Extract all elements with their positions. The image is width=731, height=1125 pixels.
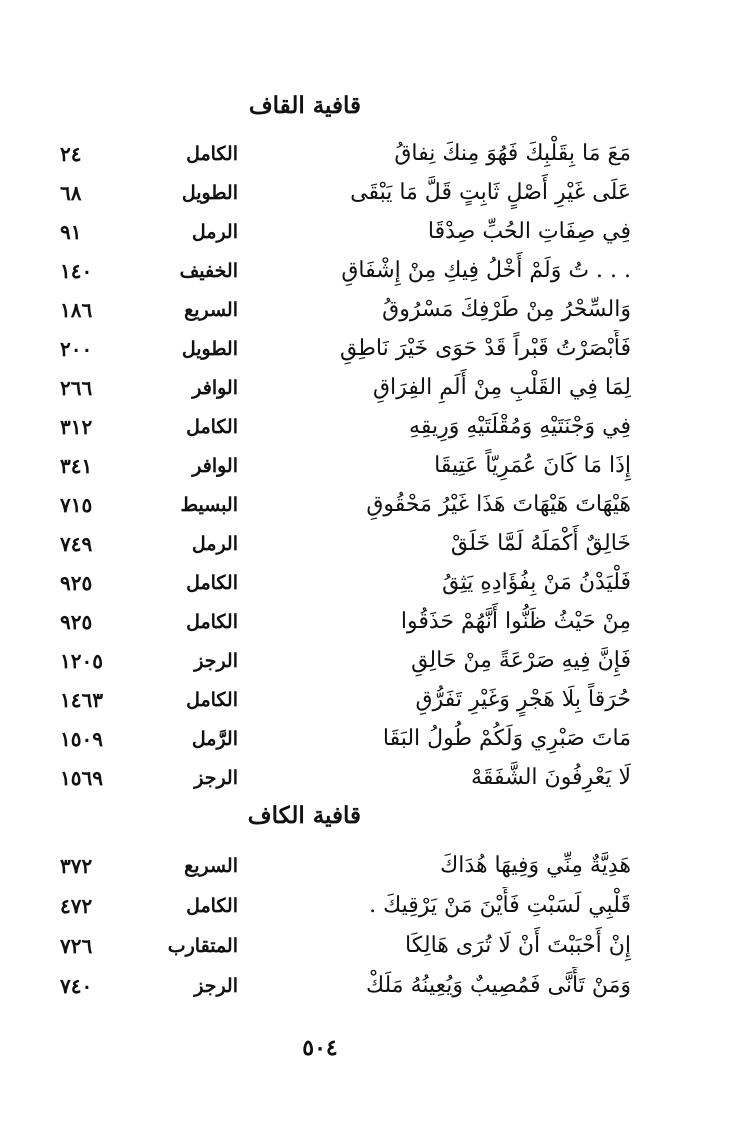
meter-name: الخفيف bbox=[179, 260, 238, 282]
meter-name: الرجز bbox=[194, 650, 238, 672]
index-row bbox=[0, 486, 731, 524]
meter-name: الرمل bbox=[191, 533, 238, 555]
meter-name: الطويل bbox=[181, 182, 238, 204]
page-reference: ١٢٠٥ bbox=[60, 649, 103, 673]
verse-text: مَعَ مَا بِقَلْبِكَ فَهُوَ مِنكَ نِفاقُ bbox=[394, 141, 631, 166]
index-row bbox=[0, 642, 731, 680]
page-reference: ٢٦٦ bbox=[60, 376, 93, 400]
index-row bbox=[0, 252, 731, 290]
page-reference: ٢٠٠ bbox=[60, 337, 93, 361]
index-row bbox=[0, 213, 731, 251]
verse-text: لَا يَعْرِفُونَ الشَّفَقَهْ bbox=[471, 765, 631, 790]
index-row bbox=[0, 681, 731, 719]
page-reference: ٦٨ bbox=[60, 181, 82, 205]
index-row bbox=[0, 408, 731, 446]
meter-name: الكامل bbox=[186, 143, 238, 165]
page-reference: ٩٢٥ bbox=[60, 610, 93, 634]
verse-text: فَلْيَدْنُ مَنْ بِفُؤَادِهِ يَثِقُ bbox=[442, 570, 631, 595]
index-row bbox=[0, 330, 731, 368]
verse-text: لِمَا فِي القَلْبِ مِنْ أَلَمِ الفِرَاقِ bbox=[372, 375, 631, 400]
meter-name: الكامل bbox=[186, 895, 238, 917]
meter-name: الطويل bbox=[181, 338, 238, 360]
index-row bbox=[0, 447, 731, 485]
meter-name: الرمل bbox=[191, 221, 238, 243]
meter-name: السريع bbox=[184, 855, 238, 877]
meter-name: الوافر bbox=[192, 455, 238, 477]
meter-name: الوافر bbox=[192, 377, 238, 399]
meter-name: الرجز bbox=[194, 975, 238, 997]
verse-text: فَأَبْصَرْتُ قَبْراً قَدْ حَوَى خَيْرَ نَاطِقِ bbox=[340, 336, 631, 361]
verse-text: فَإِنَّ فِيهِ صَرْعَةً مِنْ حَالِقِ bbox=[411, 648, 631, 673]
page-reference: ١٤٠ bbox=[60, 259, 93, 283]
section-title-qaf: قافية القاف bbox=[248, 92, 361, 119]
meter-name: المتقارب bbox=[167, 935, 238, 957]
verse-text: إِذَا مَا كَانَ عُمَرِيّاً عَتِيقَا bbox=[434, 453, 631, 478]
page-reference: ٧٤٠ bbox=[60, 974, 93, 998]
index-row bbox=[0, 927, 731, 965]
page-reference: ٩٢٥ bbox=[60, 571, 93, 595]
index-row bbox=[0, 135, 731, 173]
verse-text: . . . تُ وَلَمْ أَخْلُ فِيكِ مِنْ إِشْفَاقِ bbox=[341, 258, 631, 283]
meter-name: البسيط bbox=[180, 494, 238, 516]
page-reference: ٣٧٢ bbox=[60, 854, 93, 878]
meter-name: الرَّمل bbox=[191, 728, 238, 750]
index-row bbox=[0, 174, 731, 212]
index-row bbox=[0, 369, 731, 407]
page-reference: ٧١٥ bbox=[60, 493, 93, 517]
verse-text: وَمَنْ تَأَنَّى فَمُصِيبٌ وَيُعِينُهُ مَلَكْ bbox=[365, 973, 631, 998]
meter-name: الكامل bbox=[186, 572, 238, 594]
section-title-kaf: قافية الكاف bbox=[247, 802, 361, 829]
verse-text: وَالسِّحْرُ مِنْ طَرْفِكَ مَسْرُوقُ bbox=[382, 297, 631, 322]
page-number: ٥٠٤ bbox=[302, 1035, 338, 1061]
verse-text: حُرَقاً بِلَا هَجْرٍ وَغَيْرِ تَفَرُّقِ bbox=[415, 687, 631, 712]
index-row bbox=[0, 967, 731, 1005]
page-reference: ١٨٦ bbox=[60, 298, 93, 322]
meter-name: الكامل bbox=[186, 611, 238, 633]
index-row bbox=[0, 291, 731, 329]
index-row bbox=[0, 720, 731, 758]
page-reference: ١٤٦٣ bbox=[60, 688, 103, 712]
page-reference: ٩١ bbox=[60, 220, 82, 244]
verse-text: فِي صِفَاتِ الحُبِّ صِدْقَا bbox=[427, 219, 631, 244]
verse-text: مَاتَ صَبْرِي وَلَكُمْ طُولُ البَقَا bbox=[382, 726, 631, 751]
index-row bbox=[0, 847, 731, 885]
verse-text: فِي وَجْنَتَيْهِ وَمُقْلَتَيْهِ وَرِيقِهِ bbox=[409, 414, 631, 439]
page-reference: ٤٧٢ bbox=[60, 894, 93, 918]
index-row bbox=[0, 603, 731, 641]
index-row bbox=[0, 887, 731, 925]
verse-text: مِنْ حَيْثُ ظَنُّوا أَنَّهُمْ حَذَقُوا bbox=[400, 609, 631, 634]
verse-text: إِنْ أَحْبَبْتَ أَنْ لَا تُرَى هَالِكَا bbox=[405, 933, 631, 958]
index-row bbox=[0, 525, 731, 563]
index-row bbox=[0, 564, 731, 602]
page-reference: ٧٤٩ bbox=[60, 532, 93, 556]
page-reference: ٣١٢ bbox=[60, 415, 93, 439]
meter-name: الكامل bbox=[186, 416, 238, 438]
verse-text: خَالِقٌ أَكْمَلَهُ لَمَّا خَلَقْ bbox=[450, 531, 631, 556]
page-reference: ٣٤١ bbox=[60, 454, 93, 478]
meter-name: الكامل bbox=[186, 689, 238, 711]
page-reference: ١٥٠٩ bbox=[60, 727, 103, 751]
verse-text: قَلْبِي لَسَبْتِ فَأَيْنَ مَنْ يَرْقِيكَ . bbox=[369, 893, 631, 918]
verse-text: هَيْهَاتَ هَيْهَاتَ هَذَا غَيْرُ مَحْقُوقِ bbox=[366, 492, 631, 517]
page-reference: ٢٤ bbox=[60, 142, 82, 166]
verse-text: هَدِيَّةٌ مِنِّي وَفِيهَا هُدَاكَ bbox=[440, 853, 631, 878]
meter-name: الرجز bbox=[194, 767, 238, 789]
index-row bbox=[0, 759, 731, 797]
meter-name: السريع bbox=[184, 299, 238, 321]
verse-text: عَلَى غَيْرِ أَصْلٍ ثَابِتٍ قَلَّ مَا يَبْقَى bbox=[350, 180, 631, 205]
page-reference: ٧٢٦ bbox=[60, 934, 93, 958]
page-reference: ١٥٦٩ bbox=[60, 766, 103, 790]
